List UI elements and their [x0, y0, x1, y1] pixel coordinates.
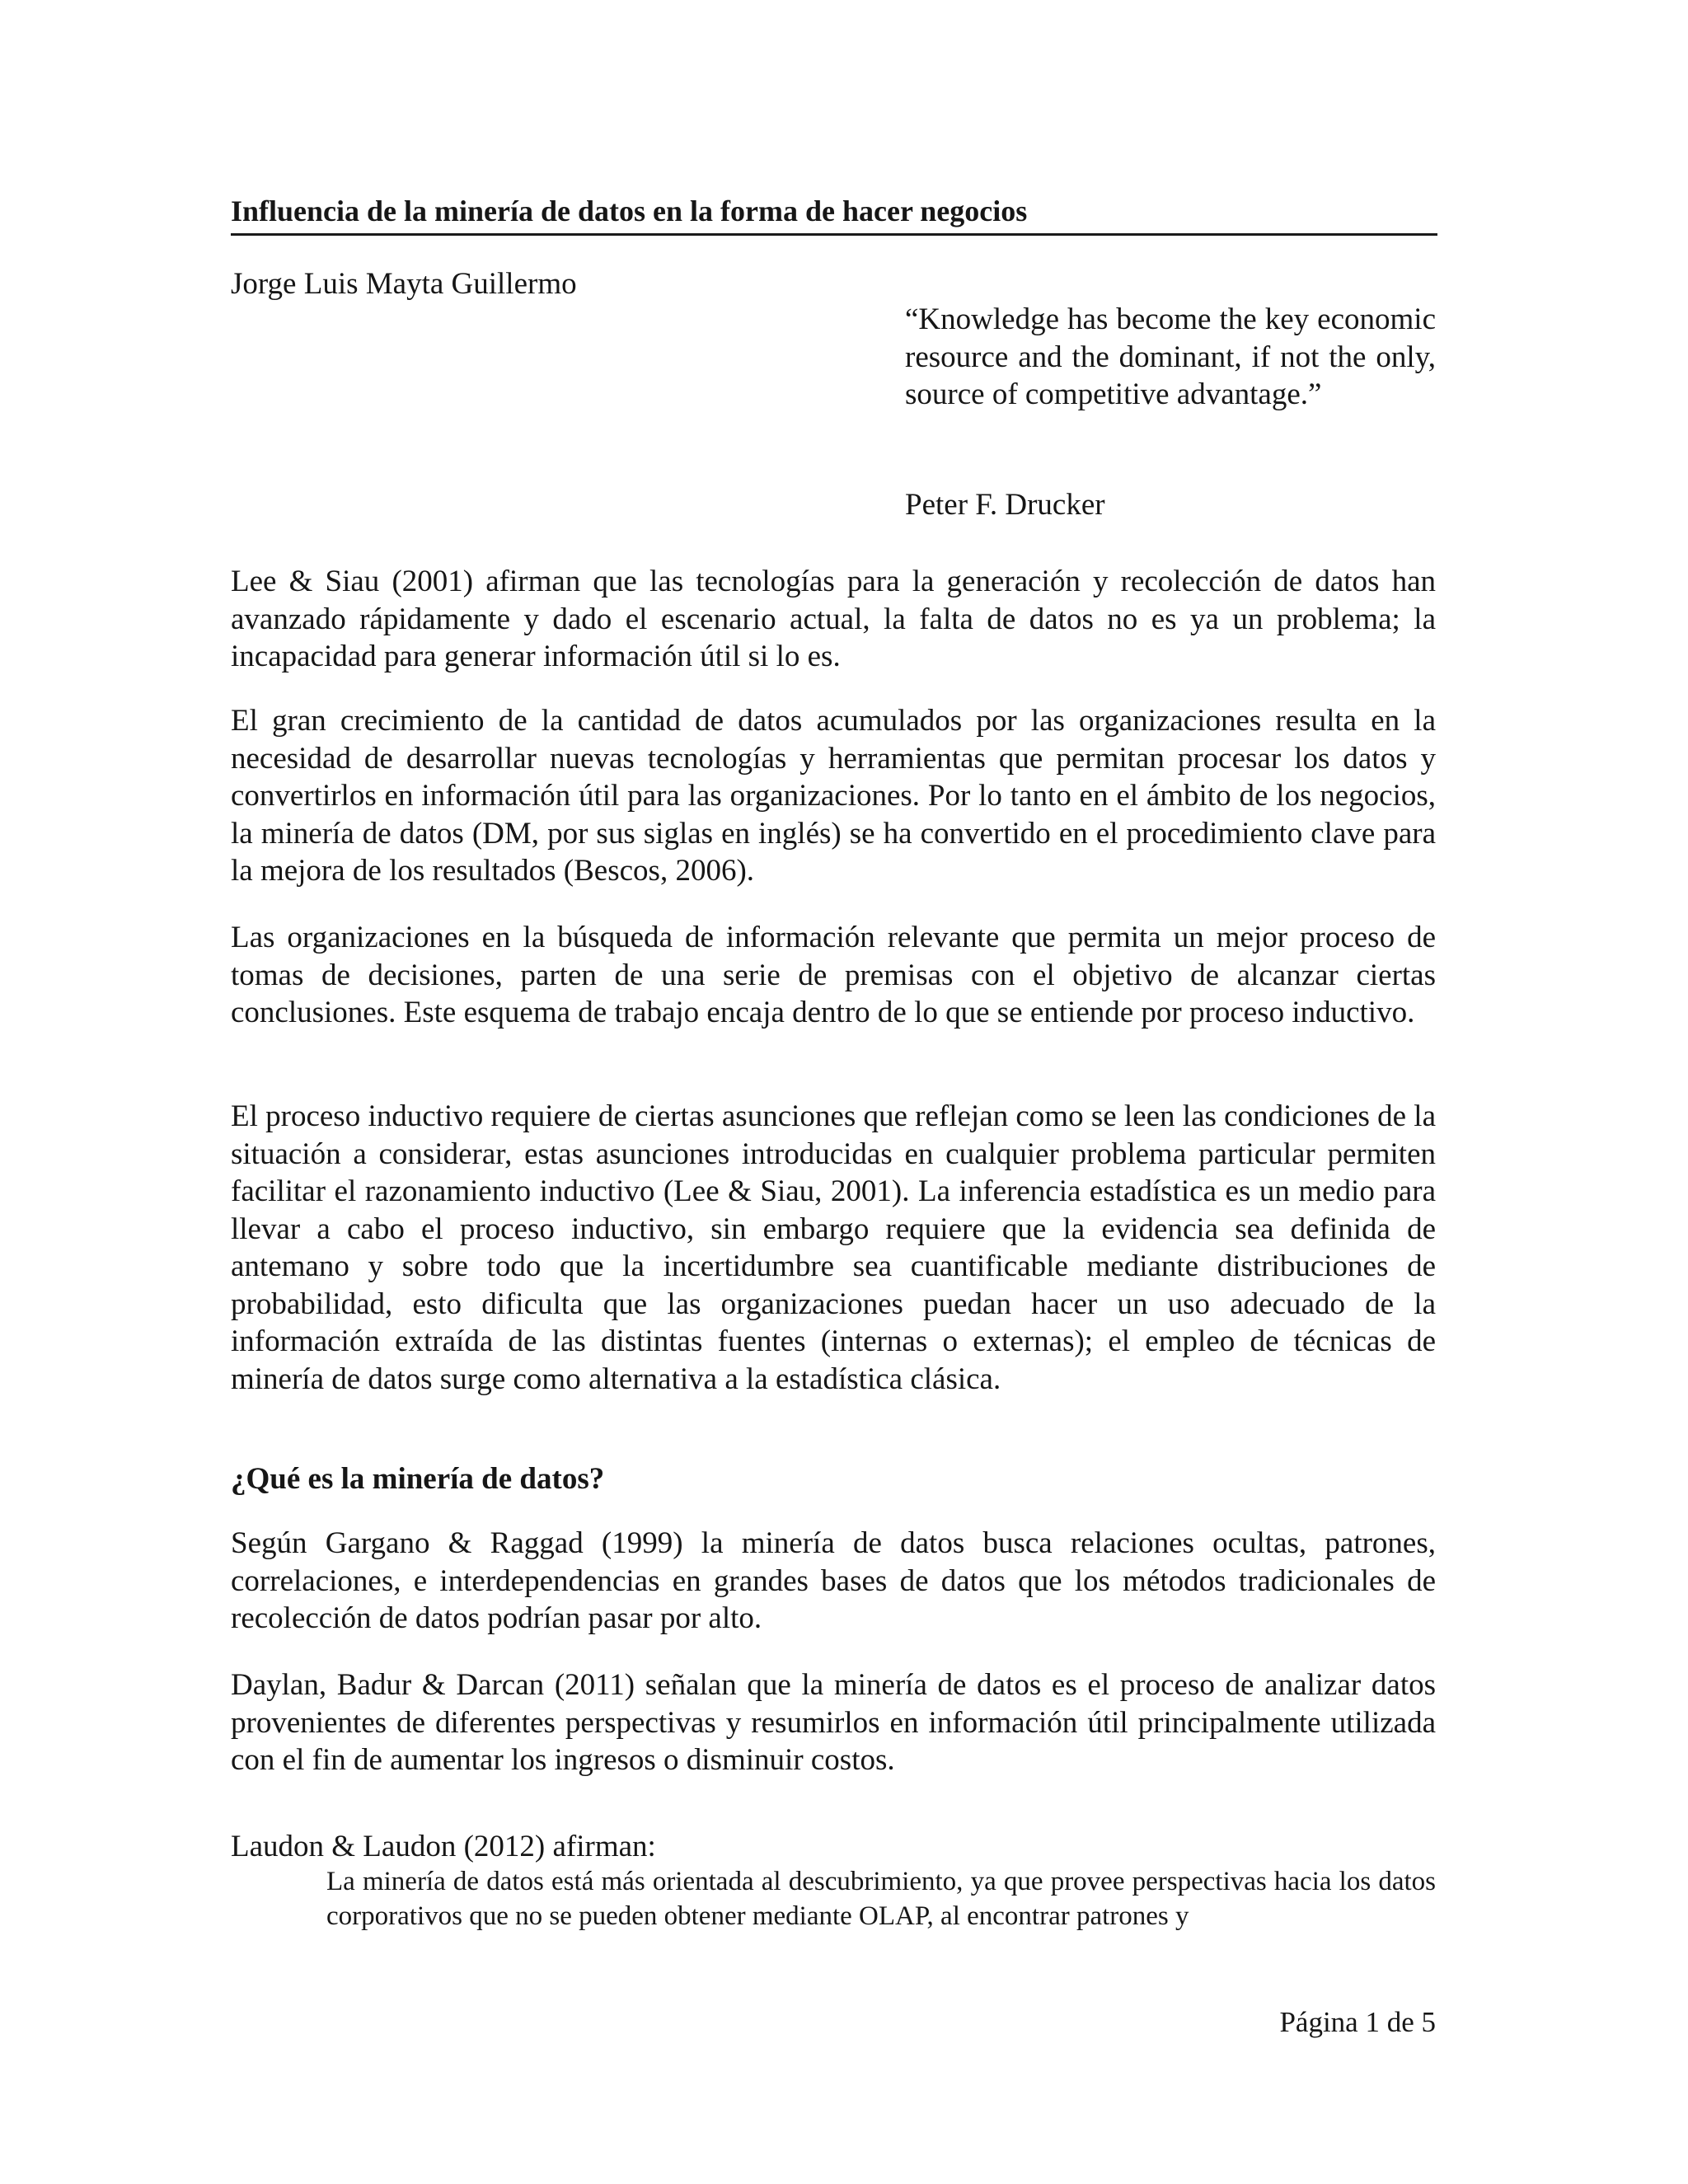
paragraph-2: El gran crecimiento de la cantidad de datos acumulados por las organizaciones resulta en la necesidad de desarrollar nuevas tecnologías y herramientas que permitan procesar los datos y convertirlos en información útil para las organizaciones. Por lo tanto en el ámbito de los negocios, la minería de datos (DM, por sus siglas en inglés) se ha convertido en el procedimiento clave para la mejora de los resultados (Bescos, 2006).: [231, 704, 1436, 888]
author-name: Jorge Luis Mayta Guillermo: [231, 267, 577, 301]
epigraph-attribution: Peter F. Drucker: [905, 488, 1105, 522]
quote-intro: Laudon & Laudon (2012) afirman:: [231, 1830, 656, 1863]
section-paragraph-1: Según Gargano & Raggad (1999) la minería de datos busca relaciones ocultas, patrones, correlaciones, e interdependencias en grandes bases de datos que los métodos tradicionales de recolección de datos podrían pasar por alto.: [231, 1526, 1436, 1635]
section-paragraph-2: Daylan, Badur & Darcan (2011) señalan que la minería de datos es el proceso de analizar datos provenientes de diferentes perspectivas y resumirlos en información útil principalmente utilizada con el fin de aumentar los ingresos o disminuir costos.: [231, 1668, 1436, 1777]
document-title: Influencia de la minería de datos en la forma de hacer negocios: [231, 194, 1028, 227]
title-underline: [231, 233, 1437, 236]
section-heading: ¿Qué es la minería de datos?: [231, 1462, 605, 1496]
epigraph-quote: “Knowledge has become the key economic resource and the dominant, if not the only, source of competitive advantage.”: [905, 302, 1436, 411]
paragraph-4: El proceso inductivo requiere de ciertas asunciones que reflejan como se leen las condiciones de la situación a considerar, estas asunciones introducidas en cualquier problema particular permiten facilitar el razonamiento inductivo (Lee & Siau, 2001). La inferencia estadística es un medio para llevar a cabo el proceso inductivo, sin embargo requiere que la evidencia sea definida de antemano y sobre todo que la incertidumbre sea cuantificable mediante distribuciones de probabilidad, esto dificulta que las organizaciones puedan hacer un uso adecuado de la información extraída de las distintas fuentes (internas o externas); el empleo de técnicas de minería de datos surge como alternativa a la estadística clásica.: [231, 1099, 1436, 1396]
block-quote: La minería de datos está más orientada al descubrimiento, ya que provee perspectivas hacia los datos corporativos que no se pueden obtener mediante OLAP, al encontrar patrones y: [326, 1867, 1436, 1931]
page-number: Página 1 de 5: [1279, 2006, 1436, 2038]
paragraph-3: Las organizaciones en la búsqueda de información relevante que permita un mejor proceso de tomas de decisiones, parten de una serie de premisas con el objetivo de alcanzar ciertas conclusiones. Este esquema de trabajo encaja dentro de lo que se entiende por proceso inductivo.: [231, 921, 1436, 1029]
paragraph-1: Lee & Siau (2001) afirman que las tecnologías para la generación y recolección de datos han avanzado rápidamente y dado el escenario actual, la falta de datos no es ya un problema; la incapacidad para generar información útil si lo es.: [231, 565, 1436, 673]
